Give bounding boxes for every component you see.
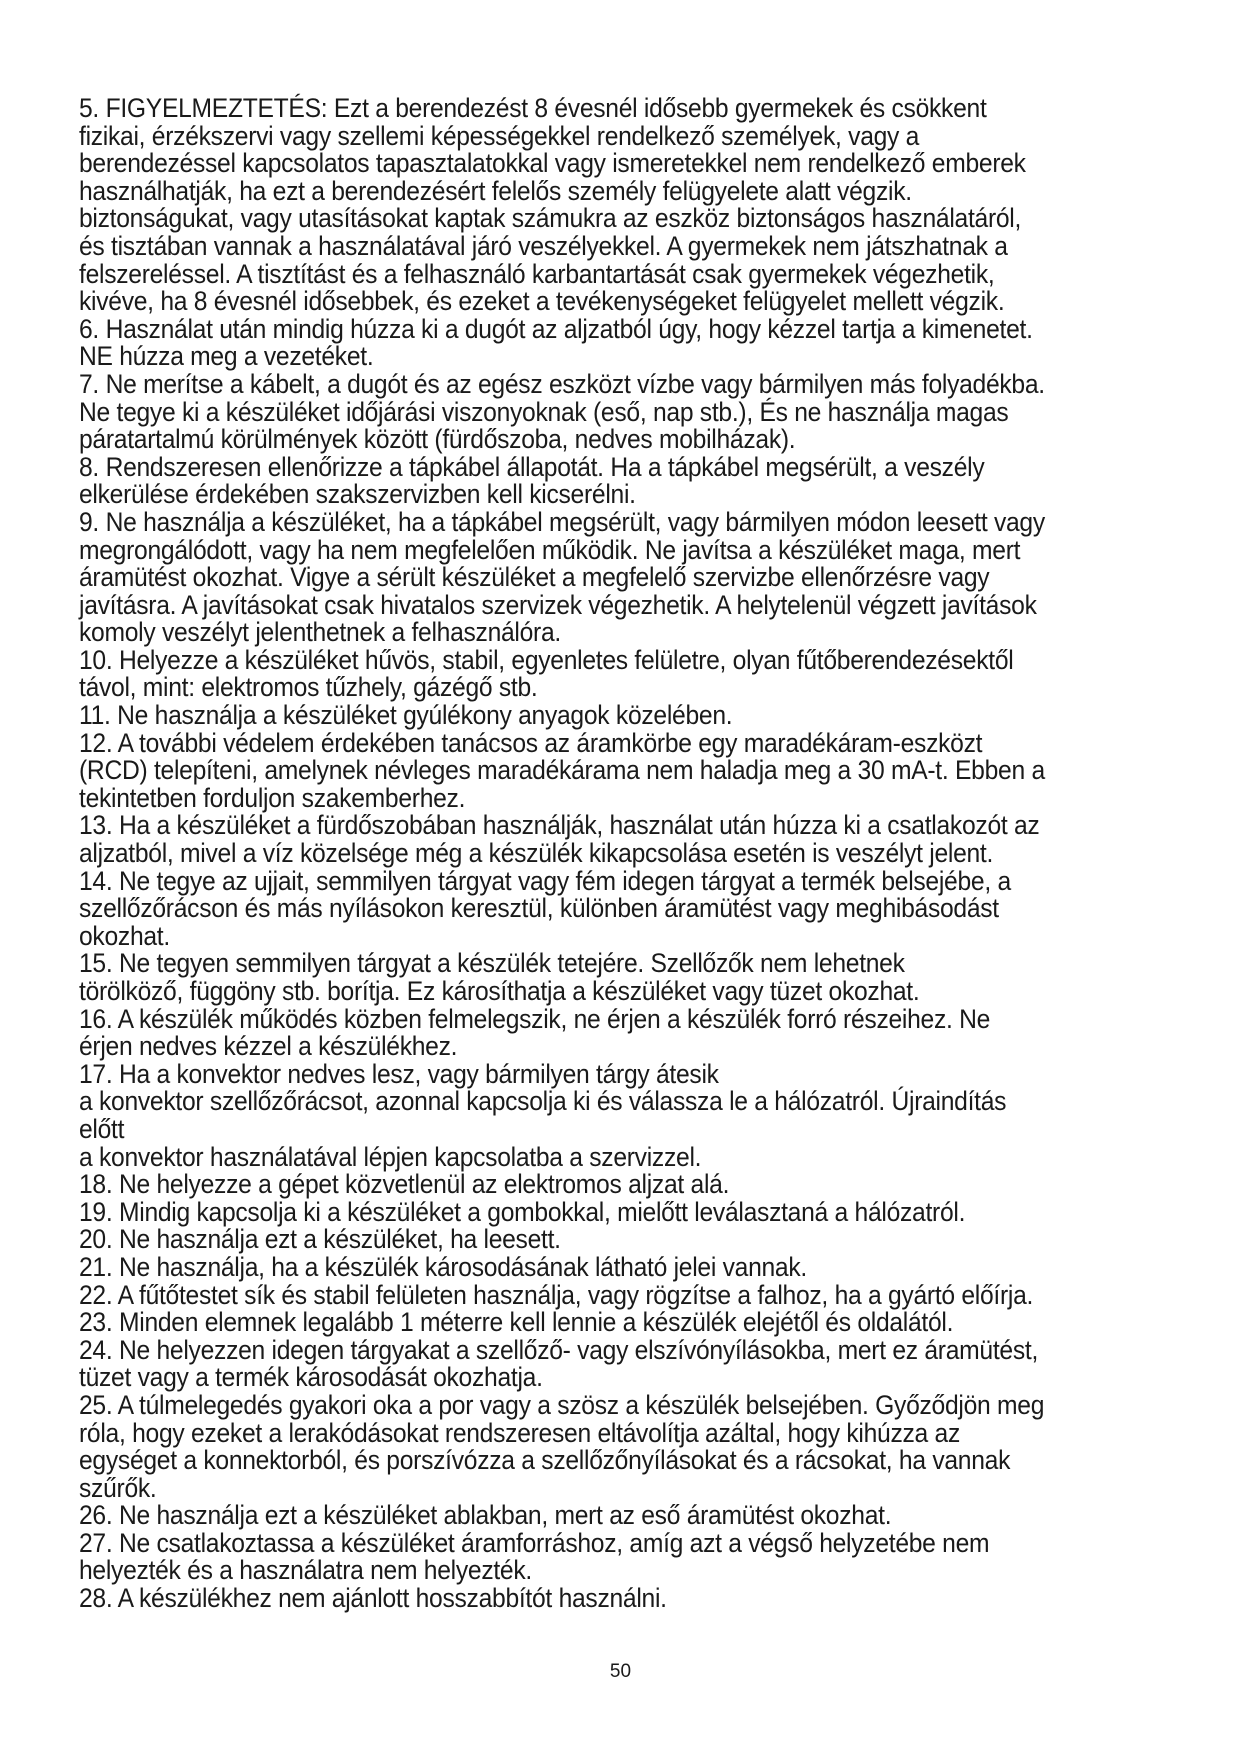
text-line: NE húzza meg a vezetéket. <box>79 341 374 372</box>
text-line: használhatják, ha ezt a berendezésért felelős személy felügyelete alatt végzik. <box>79 175 912 206</box>
text-line: szellőzőrácson és más nyílásokon keresztül, különben áramütést vagy meghibásodást <box>79 893 999 924</box>
text-line: 28. A készülékhez nem ajánlott hosszabbítót használni. <box>79 1583 667 1614</box>
text-line: helyezték és a használatra nem helyezték. <box>79 1555 532 1586</box>
text-line: tüzet vagy a termék károsodását okozhatja. <box>79 1362 543 1393</box>
text-line: 21. Ne használja, ha a készülék károsodásának látható jelei vannak. <box>79 1251 807 1282</box>
text-line: berendezéssel kapcsolatos tapasztalatokkal vagy ismeretekkel nem rendelkező emberek <box>79 148 1026 179</box>
text-line: 20. Ne használja ezt a készüléket, ha leesett. <box>79 1224 561 1255</box>
text-line: 5. FIGYELMEZTETÉS: Ezt a berendezést 8 évesnél idősebb gyermekek és csökkent <box>79 93 987 123</box>
text-line: 16. A készülék működés közben felmelegszik, ne érjen a készülék forró részeihez. Ne <box>79 1003 991 1034</box>
text-line: 27. Ne csatlakoztassa a készüléket áramforráshoz, amíg azt a végső helyzetébe nem <box>79 1527 990 1558</box>
text-line: javításra. A javításokat csak hivatalos szervizek végezhetik. A helytelenül végzett javítások <box>79 589 1037 620</box>
text-line: 22. A fűtőtestet sík és stabil felületen használja, vagy rögzítse a falhoz, ha a gyártó előírja. <box>79 1279 1034 1310</box>
text-line: 8. Rendszeresen ellenőrizze a tápkábel állapotát. Ha a tápkábel megsérült, a veszély <box>79 451 985 482</box>
text-line: és tisztában vannak a használatával járó veszélyekkel. A gyermekek nem játszhatnak a <box>79 230 1008 261</box>
text-line: 7. Ne merítse a kábelt, a dugót és az egész eszközt vízbe vagy bármilyen más folyadékba. <box>79 368 1045 399</box>
text-line: aljzatból, mivel a víz közelsége még a készülék kikapcsolása esetén is veszélyt jelent. <box>79 838 994 869</box>
text-line: 26. Ne használja ezt a készüléket ablakban, mert az eső áramütést okozhat. <box>79 1500 892 1531</box>
text-line: páratartalmú körülmények között (fürdőszoba, nedves mobilházak). <box>79 424 796 455</box>
text-line: (RCD) telepíteni, amelynek névleges maradékárama nem haladja meg a 30 mA-t. Ebben a <box>79 755 1045 786</box>
text-line: okozhat. <box>79 920 170 951</box>
text-line: érjen nedves kézzel a készülékhez. <box>79 1031 458 1062</box>
text-line: 13. Ha a készüléket a fürdőszobában használják, használat után húzza ki a csatlakozót az <box>79 810 1040 841</box>
text-line: távol, mint: elektromos tűzhely, gázégő stb. <box>79 672 538 703</box>
text-line: elkerülése érdekében szakszervizben kell kicserélni. <box>79 479 636 510</box>
text-line: 14. Ne tegye az ujjait, semmilyen tárgyat vagy fém idegen tárgyat a termék belsejébe, a <box>79 865 1011 896</box>
page-number: 50 <box>609 1661 632 1682</box>
text-line: 17. Ha a konvektor nedves lesz, vagy bármilyen tárgy átesik <box>79 1058 719 1089</box>
text-line: 11. Ne használja a készüléket gyúlékony anyagok közelében. <box>79 700 733 731</box>
text-line: áramütést okozhat. Vigye a sérült készüléket a megfelelő szervizbe ellenőrzésre vagy <box>79 562 990 593</box>
instruction-text-block <box>79 95 1111 1613</box>
text-line: Ne tegye ki a készüléket időjárási viszonyoknak (eső, nap stb.), És ne használja magas <box>79 396 1009 427</box>
text-line: tekintetben forduljon szakemberhez. <box>79 782 466 813</box>
text-line: 19. Mindig kapcsolja ki a készüléket a gombokkal, mielőtt leválasztaná a hálózatról. <box>79 1196 966 1227</box>
text-line: 23. Minden elemnek legalább 1 méterre kell lennie a készülék elejétől és oldalától. <box>79 1307 954 1338</box>
text-line: 10. Helyezze a készüléket hűvös, stabil, egyenletes felületre, olyan fűtőberendezésektől <box>79 644 1014 675</box>
text-line: 15. Ne tegyen semmilyen tárgyat a készülék tetejére. Szellőzők nem lehetnek <box>79 948 905 979</box>
text-line: szűrők. <box>79 1472 157 1503</box>
text-line: előtt <box>79 1113 125 1144</box>
text-line: biztonságukat, vagy utasításokat kaptak számukra az eszköz biztonságos használatáról, <box>79 203 1022 234</box>
text-line: 25. A túlmelegedés gyakori oka a por vagy a szösz a készülék belsejében. Győződjön meg <box>79 1389 1045 1420</box>
text-line: róla, hogy ezeket a lerakódásokat rendszeresen eltávolítja azáltal, hogy kihúzza az <box>79 1417 961 1448</box>
text-line: a konvektor használatával lépjen kapcsolatba a szervizzel. <box>79 1141 702 1172</box>
text-line: komoly veszélyt jelenthetnek a felhasználóra. <box>79 617 561 648</box>
text-line: törölköző, függöny stb. borítja. Ez károsíthatja a készüléket vagy tüzet okozhat. <box>79 976 920 1006</box>
text-line: fizikai, érzékszervi vagy szellemi képességekkel rendelkező személyek, vagy a <box>79 120 920 151</box>
text-line: 9. Ne használja a készüléket, ha a tápkábel megsérült, vagy bármilyen módon leesett vagy <box>79 506 1045 537</box>
text-line: 24. Ne helyezzen idegen tárgyakat a szellőző- vagy elszívónyílásokba, mert ez áramütést, <box>79 1334 1039 1365</box>
text-line: felszereléssel. A tisztítást és a felhasználó karbantartását csak gyermekek végezhetik, <box>79 258 995 289</box>
text-line: egységet a konnektorból, és porszívózza a szellőzőnyílásokat és a rácsokat, ha vannak <box>79 1445 1011 1476</box>
text-line: kivéve, ha 8 évesnél idősebbek, és ezeket a tevékenységeket felügyelet mellett végzik. <box>79 286 1005 317</box>
text-line: 6. Használat után mindig húzza ki a dugót az aljzatból úgy, hogy kézzel tartja a kimenetet. <box>79 313 1033 344</box>
text-line: 18. Ne helyezze a gépet közvetlenül az elektromos aljzat alá. <box>79 1169 730 1200</box>
text-line: a konvektor szellőzőrácsot, azonnal kapcsolja ki és válassza le a hálózatról. Újraindítás <box>79 1086 1007 1117</box>
text-line: 12. A további védelem érdekében tanácsos az áramkörbe egy maradékáram-eszközt <box>79 727 983 758</box>
text-line: megrongálódott, vagy ha nem megfelelően működik. Ne javítsa a készüléket maga, mert <box>79 534 1021 565</box>
